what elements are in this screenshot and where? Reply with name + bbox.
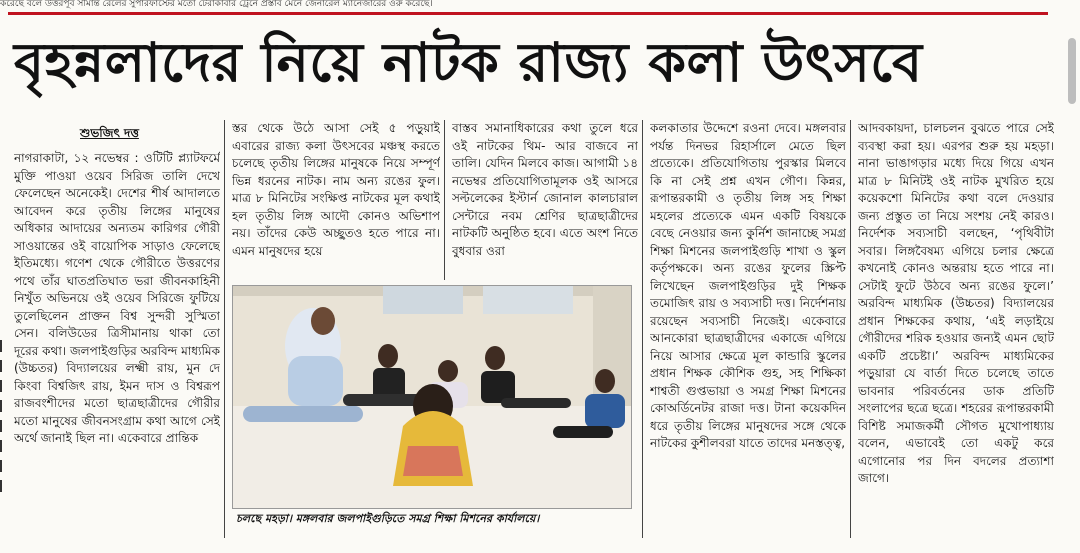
article-column-4 bbox=[650, 120, 846, 538]
photo-caption: চলছে মহড়া। মঙ্গলবার জলপাইগুড়িতে সমগ্র শিক্ষা মিশনের কার্যালয়ে। bbox=[236, 512, 540, 525]
article-column-3 bbox=[452, 120, 638, 280]
byline: শুভজিৎ দত্ত bbox=[80, 126, 139, 140]
top-strip-text: করেছে বলে উত্তরপূর্ব সীমান্ত রেলের সুপারফাস্টের মতো টেরাকাবার ট্রেনে প্রস্তাব মেনে জেনারেল ম্যানেজারের ওরু করেছে। bbox=[0, 0, 433, 9]
article-column-1 bbox=[14, 150, 220, 538]
article-column-5 bbox=[858, 120, 1054, 538]
rehearsal-photo bbox=[232, 285, 632, 509]
red-rule bbox=[8, 12, 1048, 15]
article-column-2 bbox=[232, 120, 440, 280]
column-divider bbox=[850, 120, 851, 538]
scrollbar-thumb[interactable] bbox=[1068, 38, 1076, 104]
column-1-text: নাগরাকাটা, ১২ নভেম্বর : ওটিটি প্ল্যাটফর্মে মুক্তি পাওয়া ওয়েব সিরিজ তালি দেখে ফেলেছেন অনেকেই। দেশের শীর্ষ আদালতে আবেদন করে তৃতীয় লিঙ্গের মানুষের অধিকার আদায়ের অন্যতম কারিগর গৌরী সাওয়ান্তের ওই বায়োপিক সাড়াও ফেলেছে ইতিমধ্যে। গণেশ থেকে গৌরীতে উত্তরণের পথে তাঁর ঘাতপ্রতিঘাত ভরা জীবনকাহিনী নিখুঁত অভিনয়ে ওই ওয়েব সিরিজে ফুটিয়ে তুলেছিলেন প্রাক্তন বিশ্ব সুন্দরী সুস্মিতা সেন। বলিউডের ত্রিসীমানায় থাকা তো দূরের কথা। জলপাইগুড়ির অরবিন্দ মাধ্যমিক (উচ্চতর) বিদ্যালয়ের লক্ষ্মী রায়, মুন দে কিংবা বিশ্বজিৎ রায়, ইমন দাস ও বিশ্বরূপ রাজবংশীদের মতো ছাত্রছাত্রীদের গৌরীর মতো মানুষের জীবনসংগ্রাম কথা আগে সেই অর্থে জানাই ছিল না। একেবারে প্রান্তিক bbox=[14, 151, 220, 445]
column-3-text: বাস্তব সমানাধিকারের কথা তুলে ধরে ওই নাটকের থিম- আর বাজবে না তালি। যেদিন মিলবে কাজ। আগামী ১৪ নভেম্বর প্রতিযোগিতামূলক ওই আসরে সল্টলেকের ইস্টার্ন জোনাল কালচারাল সেন্টারে নবম শ্রেণির ছাত্রছাত্রীদের নাটকটি অনুষ্ঠিত হবে। এতে অংশ নিতে বুধবার ওরা bbox=[452, 121, 638, 258]
column-divider bbox=[444, 120, 445, 280]
column-4-text: কলকাতার উদ্দেশে রওনা দেবে। মঙ্গলবার পর্যন্ত দিনভর রিহার্সালে মেতে ছিল প্রত্যেকে। প্রতিযোগিতায় পুরস্কার মিলবে কি না সেই প্রশ্ন এখন গৌণ। কিন্নর, রূপান্তরকামী ও তৃতীয় লিঙ্গ সহ শিক্ষা মহলের প্রত্যেকে এমন একটি বিষয়কে বেছে নেওয়ার জন্য কুর্নিশ জানাচ্ছে সমগ্র শিক্ষা মিশনের জলপাইগুড়ি শাখা ও স্কুল কর্তৃপক্ষকে। অন্য রঙের ফুলের স্ক্রিপ্ট লিখেছেন জলপাইগুড়ির দুই শিক্ষক তমোজিৎ রায় ও সব্যসাচী দত্ত। নির্দেশনায় রয়েছেন সব্যসাচী নিজেই। একেবারে আনকোরা ছাত্রছাত্রীদের একাজে এগিয়ে নিয়ে আসার ক্ষেত্রে মূল কান্ডারি স্কুলের প্রধান শিক্ষক কৌশিক গুহ, সহ শিক্ষিকা শাশ্বতী গুপ্তভায়া ও সমগ্র শিক্ষা মিশনের কোঅর্ডিনেটর রাজা দত্ত। টানা কয়েকদিন ধরে তৃতীয় লিঙ্গের মানুষদের সঙ্গে থেকে নাটকের কুশীলবরা যাতে তাদের মনস্তত্ত্ব, bbox=[650, 121, 846, 450]
rehearsal-illustration bbox=[233, 286, 631, 508]
column-divider bbox=[642, 120, 643, 538]
headline: বৃহন্নলাদের নিয়ে নাটক রাজ্য কলা উৎসবে bbox=[14, 31, 923, 94]
left-edge-marks bbox=[0, 340, 6, 540]
column-2-text: স্তর থেকে উঠে আসা সেই ৫ পড়ুয়াই এবারের রাজ্য কলা উৎসবের মঞ্চস্থ করতে চলেছে তৃতীয় লিঙ্গের মানুষকে নিয়ে সম্পূর্ণ ভিন্ন ধরনের নাটক। নাম অন্য রঙের ফুল। মাত্র ৮ মিনিটের সংক্ষিপ্ত নাটকের মূল কথাই হল তৃতীয় লিঙ্গ আদৌ কোনও অভিশাপ নয়। তাঁদের কেউ অচ্ছুতও হতে পারে না। এমন মানুষদের হয়ে bbox=[232, 121, 440, 258]
column-5-text: আদবকায়দা, চালচলন বুঝতে পারে সেই ব্যবস্থা করা হয়। এরপর শুরু হয় মহড়া। নানা ভাঙাগড়ার মধ্যে দিয়ে গিয়ে এখন মাত্র ৮ মিনিটই ওই নাটক মুখরিত হয়ে কয়েকশো মিনিটের কথা বলে দেওয়ার জন্য প্রস্তুত তা নিয়ে সংশয় নেই কারও। নির্দেশক সব্যসাচী বলছেন, ‘পৃথিবীটা সবার। লিঙ্গবৈষম্য এগিয়ে চলার ক্ষেত্রে কখনোই কোনও অন্তরায় হতে পারে না। সেটাই ফুটে উঠবে অন্য রঙের ফুলে।’ অরবিন্দ মাধ্যমিক (উচ্চতর) বিদ্যালয়ের প্রধান শিক্ষকের কথায়, ‘এই লড়াইয়ে গৌরীদের শরিক হওয়ার জন্যই এমন ছোট একটি প্রচেষ্টা।’ অরবিন্দ মাধ্যমিকের পড়ুয়ারা যে বার্তা দিতে চলেছে তাতে ভাবনার পরিবর্তনের ডাক প্রতিটি সংলাপের ছত্রে ছত্রে। শহরের রূপান্তরকামী বিশিষ্ট সমাজকর্মী সৌগত মুখোপাধ্যায় বলেন, এভাবেই তো একটু করে এগোনোর পর দিন বদলের প্রত্যাশা জাগে। bbox=[858, 121, 1054, 485]
column-divider bbox=[224, 120, 225, 538]
